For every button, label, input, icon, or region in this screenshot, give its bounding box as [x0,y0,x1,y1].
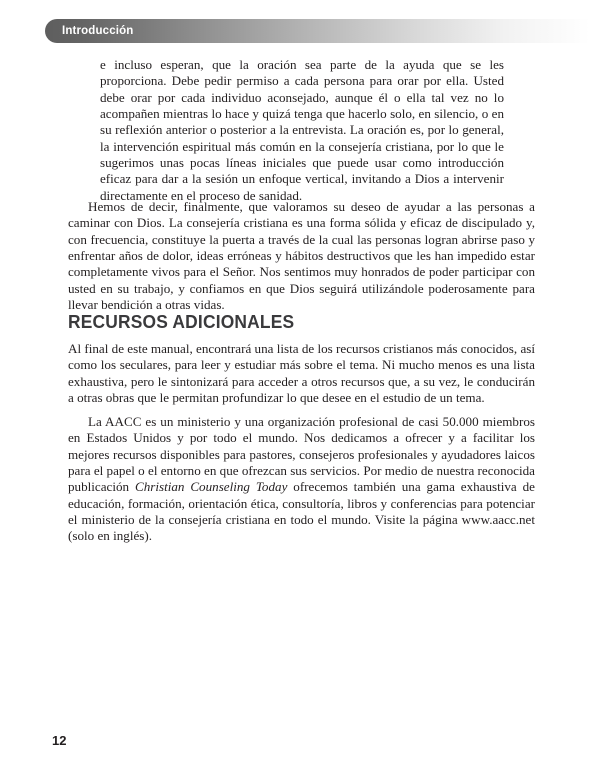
resources-text-block [68,341,535,406]
closing-paragraph: Hemos de decir, finalmente, que valoramos su deseo de ayudar a las personas a caminar con Dios. La consejería cristiana es una forma sólida y eficaz de discipulado y, con frecuencia, constituye la puerta a través de la cual las personas logran abrirse paso y enfrentar años de dolor, ideas erróneas y hábitos destructivos que les han impedido estar completamente vivos para el Señor. Nos sentimos muy honrados de poder participar con usted en su trabajo, y confiamos en que Dios seguirá utilizándole poderosamente para llevar bendición a otras vidas. [68,199,535,313]
resources-paragraph: Al final de este manual, encontrará una lista de los recursos cristianos más conocidos, así como los seculares, para leer y estudiar más sobre el tema. Ni mucho menos es una lista exhaustiva, pero le sintonizará para acceder a otros recursos que, a su vez, le conducirán a otras obras que le permitan profundizar lo que desee en el estudio de un tema. [68,341,535,406]
running-head-banner [45,19,600,43]
page-number: 12 [52,733,67,748]
carryover-text-block [100,57,504,204]
closing-text-block [68,199,535,313]
running-head-label: Introducción [62,25,134,37]
carryover-paragraph: e incluso esperan, que la oración sea parte de la ayuda que se les proporciona. Debe pedir permiso a cada persona para orar por ella. Usted debe orar por cada individuo aconsejado, aunque él o ella tal vez no lo acompañen mientras lo hace y quizá tenga que hacerlo solo, en silencio, o en su reflexión anterior o posterior a la entrevista. La oración es, por lo general, la intervención espiritual más común en la consejería cristiana, por lo que le sugerimos unas pocas líneas iniciales que puede usar como introducción eficaz para dar a la sesión un enfoque vertical, invitando a Dios a intervenir directamente en el proceso de sanidad. [100,57,504,203]
aacc-paragraph-part-1: La AACC es un ministerio y una organización profesional de casi 50.000 miembros en Estados Unidos y por todo el mundo. Nos dedicamos a ofrecer y a facilitar los mejores recursos disponibles para pastores, consejeros profesionales y ayudadores laicos para el papel o el entorno en que ofrezcan sus servicios. Por medio de nuestra reconocida publicación [68,414,535,495]
publication-title-christian-counseling-today: Christian Counseling Today [134,479,288,495]
section-heading-block [68,311,535,333]
aacc-text-block [68,414,535,545]
aacc-paragraph [68,414,535,545]
aacc-paragraph-part-2: ofrecemos también una gama exhaustiva de educación, formación, orientación ética, consultoría, libros y conferencias para potenciar el ministerio de la consejería cristiana en todo el mundo. Visite la página www.aacc.net (solo en inglés). [68,479,535,544]
section-heading-recursos-adicionales: RECURSOS ADICIONALES [68,311,295,332]
